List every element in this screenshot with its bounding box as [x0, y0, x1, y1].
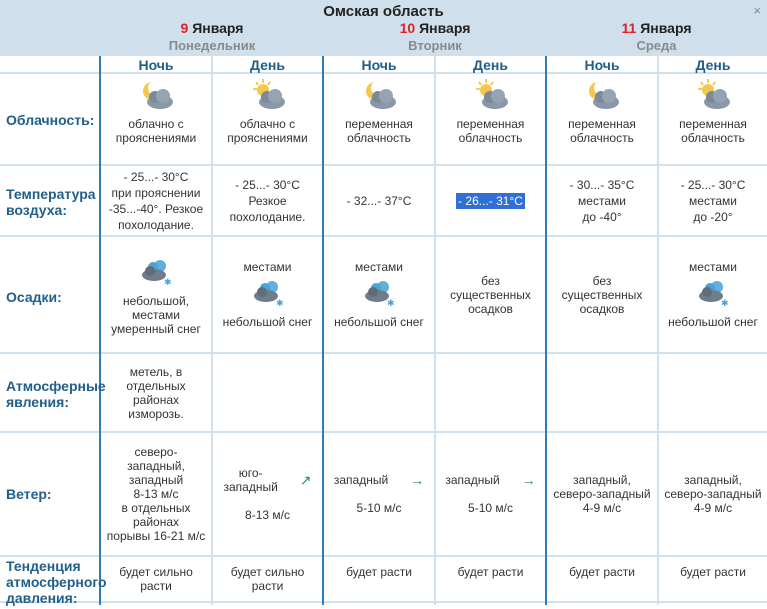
precipitation-cell [436, 237, 545, 352]
temperature-cell [547, 166, 657, 235]
cell-text: - 32...- 37°C [346, 193, 412, 208]
row-label-line: Атмосферные [6, 378, 106, 394]
temperature-cell [213, 166, 322, 235]
cell-text: местами [689, 260, 737, 274]
cell-text: метель, в [129, 364, 183, 379]
cell-text: прояснениями [115, 131, 197, 145]
day-weekday: Среда [636, 38, 677, 53]
row-label-temperature [6, 186, 96, 218]
row-label-wind: Ветер: [6, 486, 52, 502]
clouds-cell [213, 74, 322, 166]
cell-text: западный, [127, 459, 185, 473]
day-month: Января [640, 20, 692, 36]
moon-cloud-icon [582, 76, 622, 117]
row-label-precipitation: Осадки: [6, 289, 62, 305]
cell-text: похолодание. [229, 209, 306, 224]
row-label-line: Тенденция [6, 558, 81, 574]
cell-text: облачность [347, 131, 411, 145]
pressure-cell [101, 557, 211, 609]
cell-text: порывы 16-21 м/с [106, 529, 206, 543]
svg-text:✱: ✱ [164, 278, 172, 288]
cell-text: западный [128, 473, 184, 487]
cell-text: облачность [570, 131, 634, 145]
day-number: 10 [399, 20, 416, 36]
sun-cloud-icon [693, 76, 733, 117]
row-label-clouds: Облачность: [6, 112, 95, 128]
wind-cell [436, 433, 545, 555]
cell-text: облачно с [239, 117, 296, 131]
cell-text: переменная [345, 117, 413, 131]
cell-text: западный, [684, 473, 742, 487]
cell-text: юго- [238, 466, 263, 480]
cell-text: прояснениями [227, 131, 308, 145]
day-header-3 [546, 20, 767, 53]
cell-text: осадков [468, 301, 513, 316]
row-label-line: давления: [6, 590, 78, 606]
cell-text: небольшой снег [334, 315, 424, 329]
cell-text: переменная [456, 117, 525, 131]
cell-text: - 25...- 30°C [680, 177, 746, 192]
day-month: Января [419, 20, 471, 36]
wind-arrow-icon: → [410, 472, 425, 488]
cell-text: небольшой снег [222, 315, 313, 329]
wind-arrow-icon: ↗ [299, 472, 312, 488]
cell-text: Резкое [248, 193, 287, 208]
pressure-cell [436, 557, 545, 609]
temperature-cell [324, 166, 434, 235]
cell-text: отдельных [126, 378, 186, 393]
cell-text: при прояснении [111, 185, 201, 200]
day-month: Января [192, 20, 244, 36]
cell-text: западный [333, 473, 389, 487]
sun-cloud-icon [471, 76, 511, 117]
temperature-cell [436, 166, 545, 235]
cell-text: северо- [134, 445, 178, 459]
clouds-cell [659, 74, 767, 166]
precipitation-cell [101, 237, 211, 352]
cell-text: 8-13 м/с [133, 487, 179, 501]
cell-text: северо-западный [553, 487, 651, 501]
cell-text: существенных [450, 287, 531, 302]
clouds-cell [547, 74, 657, 166]
period-day: День [473, 57, 508, 73]
close-icon[interactable]: × [753, 3, 761, 18]
wind-direction [334, 473, 388, 487]
period-night: Ночь [138, 57, 174, 73]
cell-text: местами [689, 193, 737, 208]
cell-text: местами [355, 260, 403, 274]
cell-text: - 25...- 30°C [235, 177, 300, 192]
cell-text: - 25...- 30°C [123, 169, 189, 184]
forecast-grid [0, 56, 767, 605]
row-label-line: атмосферного [6, 574, 107, 590]
cell-text: облачность [681, 131, 745, 145]
cell-text: будет расти [680, 565, 746, 579]
moon-cloud-icon [136, 76, 176, 117]
row-label-phenomena [6, 378, 106, 410]
cell-text: будет сильно [119, 565, 193, 579]
region-title: Омская область [323, 3, 444, 20]
svg-text:✱: ✱ [721, 299, 729, 309]
cell-text: облачно с [128, 117, 184, 131]
precipitation-cell [547, 237, 657, 352]
cell-text: 4-9 м/с [693, 501, 733, 515]
cell-text: переменная [568, 117, 636, 131]
day-header-2 [323, 20, 547, 53]
period-night: Ночь [584, 57, 620, 73]
cell-text: будет расти [569, 565, 635, 579]
row-label-pressure [6, 558, 107, 606]
day-header-1 [100, 20, 324, 53]
cell-text: будет расти [346, 565, 412, 579]
row-label-line: Температура [6, 186, 96, 202]
pressure-cell [547, 557, 657, 609]
table-header [0, 0, 767, 56]
cell-text: северо-западный [664, 487, 762, 501]
wind-direction-row [334, 473, 424, 487]
cell-text: западный [445, 473, 500, 487]
cell-text: местами [578, 193, 626, 208]
temperature-cell [101, 166, 211, 235]
cell-text: небольшой, [122, 294, 190, 308]
sun-cloud-icon [248, 76, 288, 117]
cell-text: местами [132, 308, 180, 322]
period-day: День [695, 57, 731, 73]
wind-direction-row [223, 466, 311, 494]
period-day: День [250, 57, 285, 73]
cell-text: - 30...- 35°C [569, 177, 635, 192]
cell-text: без [481, 273, 500, 288]
cell-text: западный, [573, 473, 631, 487]
cell-text: 4-9 м/с [582, 501, 622, 515]
svg-text:✱: ✱ [275, 299, 284, 309]
phenomena-cell [101, 354, 211, 431]
pressure-cell [659, 557, 767, 609]
wind-direction [223, 466, 277, 494]
cell-text: облачность [458, 131, 523, 145]
wind-cell [324, 433, 434, 555]
precipitation-cell [213, 237, 322, 352]
cell-text: до -20° [693, 209, 733, 224]
clouds-cell [101, 74, 211, 166]
cell-text: похолодание. [118, 217, 194, 232]
row-label-line: воздуха: [6, 202, 67, 218]
day-number: 11 [621, 20, 637, 36]
snow-cloud-icon [248, 274, 288, 315]
snow-cloud-icon [693, 274, 733, 315]
cell-text: умеренный снег [111, 322, 201, 336]
cell-text: расти [251, 579, 284, 593]
pressure-cell [213, 557, 322, 609]
row-label-line: явления: [6, 394, 69, 410]
wind-cell [547, 433, 657, 555]
pressure-cell [324, 557, 434, 609]
cell-text: существенных [561, 287, 643, 302]
cell-text: осадков [579, 301, 625, 316]
cell-text: до -40° [582, 209, 622, 224]
cell-text: 5-10 м/с [356, 501, 402, 515]
wind-cell [213, 433, 322, 555]
cell-text: будет расти [457, 565, 524, 579]
wind-cell [101, 433, 211, 555]
snow-cloud-icon [359, 274, 399, 315]
svg-text:✱: ✱ [387, 299, 395, 309]
day-number: 9 [180, 20, 189, 36]
precipitation-cell [659, 237, 767, 352]
precipitation-cell [324, 237, 434, 352]
cell-text: в отдельных [121, 501, 191, 515]
day-weekday: Вторник [408, 38, 462, 53]
wind-direction-row [445, 473, 535, 487]
wind-direction [445, 473, 499, 487]
cell-text: - 26...- 31°C [458, 193, 523, 208]
cell-text: изморозь. [128, 406, 184, 421]
cell-text: районах [132, 392, 180, 407]
wind-arrow-icon: → [521, 472, 536, 488]
clouds-cell [436, 74, 545, 166]
cell-text: переменная [679, 117, 747, 131]
clouds-cell [324, 74, 434, 166]
cell-text: будет сильно [230, 565, 305, 579]
day-weekday: Понедельник [168, 38, 256, 53]
wind-cell [659, 433, 767, 555]
cell-text: без [592, 273, 612, 288]
cell-text: местами [243, 260, 292, 274]
temperature-cell [659, 166, 767, 235]
cell-text: небольшой снег [668, 315, 758, 329]
cell-text: западный [223, 480, 278, 494]
snow-cloud-icon [136, 253, 176, 294]
cell-text: расти [140, 579, 172, 593]
cell-text: районах [132, 515, 180, 529]
cell-text: -35...-40°. Резкое [108, 201, 204, 216]
cell-text: 8-13 м/с [245, 508, 290, 522]
moon-cloud-icon [359, 76, 399, 117]
period-night: Ночь [361, 57, 397, 73]
cell-text: 5-10 м/с [468, 501, 513, 515]
